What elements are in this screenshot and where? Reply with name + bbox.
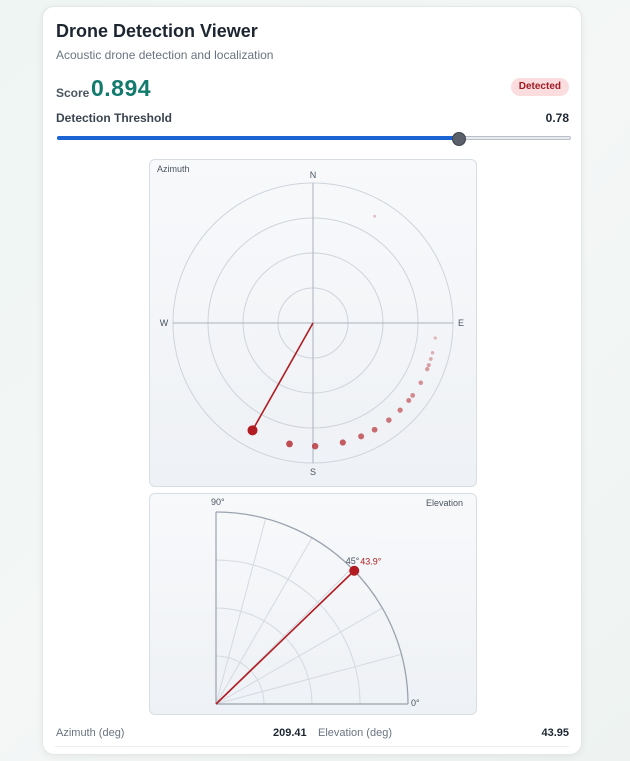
elevation-label-90: 90° bbox=[211, 497, 225, 507]
elevation-label-45: 45° bbox=[345, 556, 360, 567]
status-badge: Detected bbox=[511, 78, 569, 96]
slider-thumb[interactable] bbox=[452, 132, 466, 146]
azimuth-history-point bbox=[373, 215, 376, 218]
azimuth-history-point bbox=[386, 417, 392, 423]
azimuth-direction-line bbox=[253, 323, 313, 430]
footer-divider bbox=[55, 746, 569, 747]
azimuth-history-point bbox=[406, 398, 411, 403]
page-title: Drone Detection Viewer bbox=[56, 21, 258, 41]
score-label: Score bbox=[56, 86, 90, 100]
azimuth-history-point bbox=[286, 441, 293, 448]
azimuth-history-point bbox=[431, 351, 435, 355]
elevation-label-0: 0° bbox=[411, 698, 420, 708]
azimuth-history-point bbox=[425, 367, 429, 371]
elevation-marker-label: 43.9° bbox=[360, 556, 382, 567]
azimuth-history-point bbox=[372, 427, 378, 433]
azimuth-readout-value: 209.41 bbox=[273, 727, 307, 739]
elevation-panel bbox=[149, 493, 477, 715]
azimuth-history-point bbox=[419, 380, 424, 385]
azimuth-current-marker bbox=[248, 425, 258, 435]
azimuth-panel bbox=[149, 159, 477, 487]
azimuth-history-point bbox=[427, 363, 431, 367]
compass-north: N bbox=[309, 170, 317, 180]
azimuth-history-point bbox=[434, 336, 437, 339]
azimuth-history-point bbox=[429, 357, 433, 361]
azimuth-history-point bbox=[397, 407, 402, 412]
elevation-readout-label: Elevation (deg) bbox=[318, 727, 392, 739]
azimuth-readout-label: Azimuth (deg) bbox=[56, 727, 125, 739]
threshold-value: 0.78 bbox=[545, 111, 569, 125]
elevation-grid-spoke bbox=[216, 538, 312, 704]
azimuth-history-point bbox=[358, 433, 364, 439]
threshold-slider[interactable] bbox=[57, 133, 571, 145]
detection-card bbox=[42, 6, 582, 755]
elevation-current-marker bbox=[349, 566, 359, 576]
compass-south: S bbox=[309, 467, 317, 477]
azimuth-polar-plot bbox=[150, 160, 476, 486]
elevation-grid-spoke bbox=[216, 608, 382, 704]
azimuth-title: Azimuth bbox=[157, 164, 190, 174]
elevation-title: Elevation bbox=[425, 498, 463, 508]
threshold-label: Detection Threshold bbox=[56, 111, 173, 125]
compass-east: E bbox=[457, 318, 465, 328]
elevation-readout-value: 43.95 bbox=[541, 727, 569, 739]
compass-west: W bbox=[159, 318, 169, 328]
elevation-grid-spoke bbox=[216, 654, 401, 704]
azimuth-history-point bbox=[312, 443, 319, 450]
azimuth-history-point bbox=[410, 393, 415, 398]
page-subtitle: Acoustic drone detection and localization bbox=[56, 48, 274, 62]
slider-fill bbox=[57, 136, 458, 140]
elevation-grid-spoke bbox=[216, 519, 266, 704]
azimuth-history-point bbox=[340, 439, 346, 445]
elevation-direction-line bbox=[216, 571, 354, 704]
score-value: 0.894 bbox=[91, 75, 152, 101]
elevation-polar-plot bbox=[150, 494, 476, 714]
